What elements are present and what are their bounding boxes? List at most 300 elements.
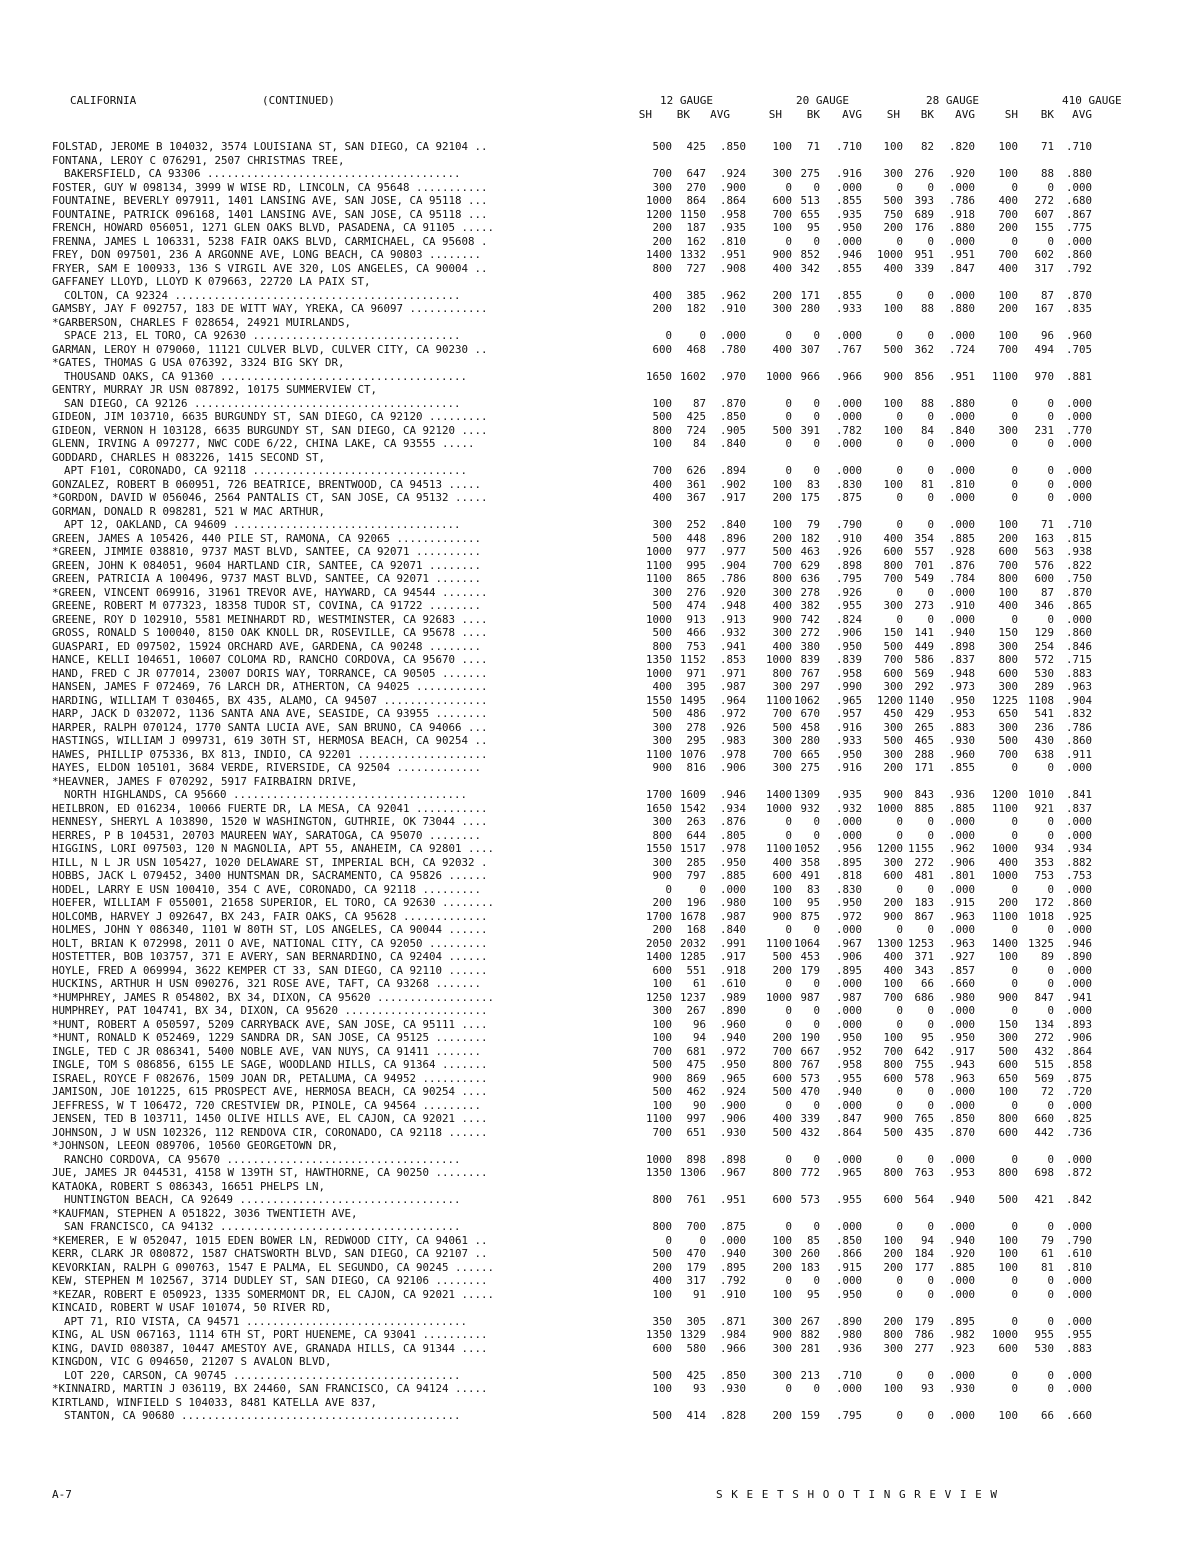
score-cell: 0	[1047, 491, 1054, 504]
table-row	[0, 1193, 1200, 1207]
score-cell: 1000	[991, 1328, 1018, 1341]
score-cell: 100	[998, 585, 1018, 599]
score-cell: .980	[948, 990, 975, 1004]
score-cell: .895	[835, 963, 862, 977]
score-cell: 339	[800, 1112, 820, 1125]
score-cell: .000	[948, 1274, 975, 1287]
score-cell: 300	[772, 1368, 792, 1382]
score-cell: .951	[719, 1193, 746, 1206]
table-row	[0, 1139, 1200, 1153]
score-cell: 530	[1034, 1341, 1054, 1355]
score-cell: .932	[835, 801, 862, 815]
score-cell: 100	[883, 1382, 903, 1395]
shooter-entry: FONTANA, LEROY C 076291, 2507 CHRISTMAS TREE,	[52, 153, 345, 167]
table-row	[0, 626, 1200, 640]
score-cell: .917	[719, 491, 746, 504]
score-cell: 800	[772, 572, 792, 585]
shooter-entry: *KEZAR, ROBERT E 050923, 1335 SOMERMONT DR, EL CAJON, CA 92021 .....	[52, 1287, 495, 1301]
shooter-entry: HOBBS, JACK L 079452, 3400 HUNTSMAN DR, SACRAMENTO, CA 95826 ......	[52, 869, 488, 882]
score-cell: .000	[1065, 396, 1092, 410]
table-row	[0, 262, 1200, 276]
score-cell: 385	[686, 288, 706, 302]
score-cell: .786	[1065, 720, 1092, 734]
score-cell: 602	[1034, 248, 1054, 261]
score-cell: 1200	[645, 207, 672, 221]
score-cell: 0	[1011, 612, 1018, 626]
score-cell: 500	[883, 1125, 903, 1139]
table-row	[0, 883, 1200, 897]
score-cell: .830	[835, 882, 862, 896]
score-cell: .928	[948, 545, 975, 558]
score-cell: .000	[835, 1017, 862, 1031]
score-cell: .950	[835, 221, 862, 234]
score-cell: .940	[719, 1247, 746, 1260]
score-cell: 995	[686, 558, 706, 572]
score-cell: 0	[813, 1098, 820, 1112]
score-cell: 1000	[645, 612, 672, 626]
score-cell: 100	[652, 1017, 672, 1031]
score-cell: .710	[1065, 140, 1092, 153]
score-cell: 285	[686, 855, 706, 869]
score-cell: 90	[692, 1098, 706, 1112]
score-cell: .963	[948, 1071, 975, 1085]
score-cell: .790	[1065, 1233, 1092, 1247]
score-cell: .967	[719, 1166, 746, 1179]
score-cell: 1350	[645, 653, 672, 666]
score-cell: 987	[800, 990, 820, 1004]
score-cell: 636	[800, 572, 820, 585]
score-cell: 1018	[1027, 909, 1054, 923]
score-cell: 0	[896, 1085, 903, 1098]
score-cell: .950	[835, 896, 862, 909]
score-cell: 655	[800, 207, 820, 221]
score-cell: .000	[948, 1098, 975, 1112]
score-cell: 0	[1047, 828, 1054, 842]
score-cell: .883	[1065, 1341, 1092, 1355]
score-cell: 453	[800, 950, 820, 963]
score-cell: 800	[652, 1220, 672, 1233]
shooter-entry: SAN DIEGO, CA 92126 .........................................	[64, 396, 461, 410]
score-cell: 94	[920, 1233, 934, 1247]
score-cell: .966	[835, 369, 862, 383]
score-cell: 182	[686, 302, 706, 315]
score-cell: .948	[719, 599, 746, 612]
score-cell: 400	[883, 531, 903, 545]
score-cell: .935	[835, 207, 862, 221]
score-cell: .000	[1065, 1004, 1092, 1017]
score-cell: .860	[1065, 626, 1092, 639]
score-cell: 474	[686, 599, 706, 612]
score-cell: .950	[835, 747, 862, 761]
score-cell: 0	[813, 1004, 820, 1017]
score-cell: .951	[719, 248, 746, 261]
score-cell: .885	[948, 1260, 975, 1274]
score-cell: 300	[652, 855, 672, 869]
score-cell: 500	[652, 1247, 672, 1260]
score-cell: 100	[772, 882, 792, 896]
score-cell: 1052	[793, 842, 820, 855]
score-cell: 642	[914, 1044, 934, 1058]
shooter-entry: HEILBRON, ED 016234, 10066 FUERTE DR, LA MESA, CA 92041 ...........	[52, 801, 488, 815]
score-cell: 530	[1034, 666, 1054, 680]
shooter-entry: HARPER, RALPH 070124, 1770 SANTA LUCIA AVE, SAN BRUNO, CA 94066 ...	[52, 720, 488, 734]
score-cell: 0	[1047, 1368, 1054, 1382]
score-cell: .782	[835, 423, 862, 437]
score-cell: 300	[998, 423, 1018, 437]
score-cell: 1000	[765, 653, 792, 666]
table-row	[0, 856, 1200, 870]
shooter-entry: GIDEON, VERNON H 103128, 6635 BURGUNDY ST, SAN DIEGO, CA 92120 ....	[52, 423, 488, 437]
shooter-entry: KEVORKIAN, RALPH G 090763, 1547 E PALMA, EL SEGUNDO, CA 90245 ......	[52, 1260, 495, 1274]
score-cell: 600	[998, 1341, 1018, 1355]
score-cell: 0	[896, 1220, 903, 1233]
table-row	[0, 491, 1200, 505]
score-cell: 0	[785, 1152, 792, 1166]
score-cell: .917	[948, 1044, 975, 1058]
score-cell: .898	[835, 558, 862, 572]
score-cell: 750	[883, 207, 903, 221]
score-cell: 0	[896, 882, 903, 896]
score-cell: 481	[914, 869, 934, 882]
score-cell: .000	[948, 180, 975, 194]
score-cell: 0	[813, 977, 820, 990]
shooter-entry: GONZALEZ, ROBERT B 060951, 726 BEATRICE, BRENTWOOD, CA 94513 .....	[52, 477, 482, 491]
score-cell: 1200	[991, 788, 1018, 801]
column-heading: AVG	[955, 108, 975, 121]
shooter-entry: GORMAN, DONALD R 098281, 521 W MAC ARTHUR,	[52, 504, 326, 518]
score-cell: .895	[948, 1314, 975, 1328]
score-cell: 0	[1011, 464, 1018, 477]
score-cell: .950	[948, 693, 975, 707]
score-cell: 638	[1034, 747, 1054, 761]
score-cell: 0	[1047, 1098, 1054, 1112]
score-cell: 66	[920, 977, 934, 990]
score-cell: 500	[883, 734, 903, 747]
score-cell: .815	[1065, 531, 1092, 545]
score-cell: 564	[914, 1193, 934, 1206]
shooter-entry: HARDING, WILLIAM T 030465, BX 435, ALAMO, CA 94507 ................	[52, 693, 488, 707]
score-cell: 0	[896, 437, 903, 450]
table-row	[0, 1166, 1200, 1180]
score-cell: 87	[1040, 585, 1054, 599]
shooter-entry: HASTINGS, WILLIAM J 099731, 619 30TH ST, HERMOSA BEACH, CA 90254 ..	[52, 734, 488, 747]
score-cell: 0	[927, 1220, 934, 1233]
score-cell: 450	[883, 707, 903, 720]
score-cell: 1542	[679, 801, 706, 815]
score-cell: .982	[948, 1328, 975, 1341]
score-cell: .958	[835, 1058, 862, 1071]
column-heading: BK	[806, 108, 820, 121]
score-cell: 997	[686, 1112, 706, 1125]
score-cell: .000	[835, 329, 862, 342]
score-cell: .904	[719, 558, 746, 572]
score-cell: .885	[948, 801, 975, 815]
shooter-entry: HOLT, BRIAN K 072998, 2011 O AVE, NATIONAL CITY, CA 92050 .........	[52, 936, 488, 950]
score-cell: 600	[883, 1193, 903, 1206]
shooter-entry: FOUNTAINE, PATRICK 096168, 1401 LANSING AVE, SAN JOSE, CA 95118 ...	[52, 207, 488, 221]
score-cell: 85	[806, 1233, 820, 1247]
score-cell: 515	[1034, 1058, 1054, 1071]
score-cell: .715	[1065, 653, 1092, 666]
score-cell: .660	[948, 977, 975, 990]
score-cell: 400	[652, 477, 672, 491]
shooter-entry: GUASPARI, ED 097502, 15924 ORCHARD AVE, GARDENA, CA 90248 ........	[52, 639, 482, 653]
score-cell: 921	[1034, 801, 1054, 815]
score-cell: .710	[835, 1368, 862, 1382]
score-cell: 797	[686, 869, 706, 882]
score-cell: 0	[1047, 437, 1054, 450]
score-cell: .973	[948, 680, 975, 693]
score-cell: 0	[1011, 410, 1018, 423]
score-cell: 300	[772, 680, 792, 693]
score-cell: 168	[686, 923, 706, 936]
score-cell: 100	[652, 1287, 672, 1301]
score-cell: 800	[998, 653, 1018, 666]
score-cell: 0	[1011, 761, 1018, 774]
score-cell: 0	[1011, 1152, 1018, 1166]
score-cell: 600	[652, 963, 672, 977]
score-cell: 288	[914, 747, 934, 761]
score-cell: .864	[719, 194, 746, 207]
score-cell: .000	[835, 1004, 862, 1017]
score-cell: 800	[652, 639, 672, 653]
score-cell: .866	[835, 1247, 862, 1260]
score-cell: .920	[948, 167, 975, 180]
score-cell: 0	[927, 1017, 934, 1031]
score-cell: 1225	[991, 693, 1018, 707]
score-cell: 400	[772, 261, 792, 275]
score-cell: .980	[719, 896, 746, 909]
score-cell: .000	[1065, 815, 1092, 828]
score-cell: 650	[998, 707, 1018, 720]
shooter-entry: JUE, JAMES JR 044531, 4158 W 139TH ST, HAWTHORNE, CA 90250 ........	[52, 1166, 488, 1179]
score-cell: 129	[1034, 626, 1054, 639]
score-cell: 275	[800, 167, 820, 180]
continued-label: (CONTINUED)	[262, 94, 335, 107]
score-cell: 0	[785, 1098, 792, 1112]
score-cell: 0	[1011, 1368, 1018, 1382]
score-cell: .000	[1065, 1287, 1092, 1301]
score-cell: 500	[883, 194, 903, 207]
score-cell: 800	[772, 1058, 792, 1071]
score-cell: 1400	[765, 788, 792, 801]
score-cell: 448	[686, 531, 706, 545]
score-cell: 900	[652, 869, 672, 882]
score-cell: 786	[914, 1328, 934, 1341]
score-cell: .000	[948, 1004, 975, 1017]
score-cell: .000	[1065, 1274, 1092, 1287]
score-cell: 0	[785, 329, 792, 342]
score-cell: 600	[998, 1058, 1018, 1071]
score-cell: 0	[1047, 180, 1054, 194]
score-cell: .705	[1065, 342, 1092, 356]
score-cell: .000	[1065, 477, 1092, 491]
score-cell: 580	[686, 1341, 706, 1355]
score-cell: 442	[1034, 1125, 1054, 1139]
score-cell: 100	[998, 329, 1018, 342]
score-cell: .858	[1065, 1058, 1092, 1071]
score-cell: 970	[1034, 369, 1054, 383]
score-cell: .916	[835, 761, 862, 774]
score-cell: 100	[998, 288, 1018, 302]
score-cell: 400	[998, 855, 1018, 869]
score-cell: 0	[927, 828, 934, 842]
score-cell: .904	[1065, 693, 1092, 707]
score-cell: .832	[1065, 707, 1092, 720]
score-cell: .000	[1065, 923, 1092, 936]
score-cell: 1300	[876, 936, 903, 950]
score-cell: .880	[1065, 167, 1092, 180]
score-cell: 66	[1040, 1409, 1054, 1422]
shooter-entry: HAYES, ELDON 105101, 3684 VERDE, RIVERSIDE, CA 92504 .............	[52, 761, 482, 774]
score-cell: 1678	[679, 909, 706, 923]
score-cell: 0	[927, 1085, 934, 1098]
score-cell: 1100	[645, 1112, 672, 1125]
score-cell: 0	[927, 1274, 934, 1287]
score-cell: 305	[686, 1314, 706, 1328]
score-cell: 0	[927, 437, 934, 450]
table-row	[0, 1382, 1200, 1396]
score-cell: 79	[806, 518, 820, 531]
score-cell: 0	[699, 329, 706, 342]
score-cell: 400	[772, 855, 792, 869]
score-cell: .883	[1065, 666, 1092, 680]
score-cell: 1237	[679, 990, 706, 1004]
state-title: CALIFORNIA	[70, 94, 137, 107]
score-cell: .936	[835, 1341, 862, 1355]
shooter-entry: *GREEN, VINCENT 069916, 31961 TREVOR AVE, HAYWARD, CA 94544 .......	[52, 585, 488, 599]
score-cell: 81	[1040, 1260, 1054, 1274]
table-row	[0, 775, 1200, 789]
shooter-entry: *KEMERER, E W 052047, 1015 EDEN BOWER LN, REDWOOD CITY, CA 94061 ..	[52, 1233, 488, 1247]
table-row	[0, 464, 1200, 478]
score-cell: 0	[927, 612, 934, 626]
score-cell: 275	[800, 761, 820, 774]
score-cell: 0	[927, 1152, 934, 1166]
shooter-entry: *JOHNSON, LEEON 089706, 10560 GEORGETOWN DR,	[52, 1139, 339, 1152]
score-cell: 278	[686, 720, 706, 734]
table-row	[0, 1031, 1200, 1045]
score-cell: 0	[813, 815, 820, 828]
score-cell: 951	[914, 248, 934, 261]
score-cell: 88	[920, 302, 934, 315]
table-row	[0, 1247, 1200, 1261]
score-cell: 267	[800, 1314, 820, 1328]
score-cell: 300	[652, 1004, 672, 1017]
score-cell: 150	[883, 626, 903, 639]
score-cell: .850	[948, 1112, 975, 1125]
score-cell: .000	[948, 234, 975, 248]
score-cell: .855	[835, 194, 862, 207]
score-cell: 171	[914, 761, 934, 774]
score-cell: 0	[785, 1382, 792, 1395]
score-cell: 800	[772, 666, 792, 680]
score-cell: 486	[686, 707, 706, 720]
score-cell: .952	[835, 1044, 862, 1058]
score-cell: .951	[948, 248, 975, 261]
table-row	[0, 694, 1200, 708]
score-cell: 200	[998, 531, 1018, 545]
score-cell: 966	[800, 369, 820, 383]
table-row	[0, 748, 1200, 762]
score-cell: .720	[1065, 1085, 1092, 1098]
score-cell: .963	[948, 936, 975, 950]
score-cell: 171	[800, 288, 820, 302]
score-cell: 0	[927, 923, 934, 936]
shooter-entry: APT F101, CORONADO, CA 92118 .................................	[64, 464, 468, 477]
score-cell: 600	[998, 545, 1018, 558]
score-cell: .962	[719, 288, 746, 302]
score-cell: 367	[686, 491, 706, 504]
score-cell: 0	[813, 437, 820, 450]
score-cell: 183	[800, 1260, 820, 1274]
score-cell: 371	[914, 950, 934, 963]
score-cell: 343	[914, 963, 934, 977]
score-cell: .955	[1065, 1328, 1092, 1341]
score-cell: 100	[883, 977, 903, 990]
shooter-entry: APT 12, OAKLAND, CA 94609 ...................................	[64, 518, 461, 531]
score-cell: 300	[772, 585, 792, 599]
score-cell: .966	[719, 1341, 746, 1355]
score-cell: 100	[998, 1409, 1018, 1422]
score-cell: .950	[835, 1031, 862, 1044]
shooter-entry: FOSTER, GUY W 098134, 3999 W WISE RD, LINCOLN, CA 95648 ...........	[52, 180, 488, 194]
score-cell: 1100	[645, 572, 672, 585]
table-row	[0, 302, 1200, 316]
score-cell: .000	[948, 923, 975, 936]
score-cell: 200	[652, 234, 672, 248]
table-row	[0, 586, 1200, 600]
score-cell: 500	[652, 599, 672, 612]
score-cell: 1140	[907, 693, 934, 707]
score-cell: 267	[686, 1004, 706, 1017]
column-heading: BK	[920, 108, 934, 121]
score-cell: 88	[1040, 167, 1054, 180]
score-cell: 300	[772, 1247, 792, 1260]
shooter-entry: KERR, CLARK JR 080872, 1587 CHATSWORTH BLVD, SAN DIEGO, CA 92107 ..	[52, 1247, 488, 1260]
table-row	[0, 1153, 1200, 1167]
score-cell: 200	[772, 1409, 792, 1422]
score-cell: 0	[813, 1274, 820, 1287]
score-cell: .780	[719, 342, 746, 356]
score-cell: .895	[719, 1260, 746, 1274]
score-cell: .934	[719, 801, 746, 815]
table-row	[0, 140, 1200, 154]
shooter-entry: SAN FRANCISCO, CA 94132 .....................................	[64, 1220, 461, 1233]
score-cell: 400	[652, 491, 672, 504]
score-cell: 200	[772, 1260, 792, 1274]
score-cell: 1000	[991, 869, 1018, 882]
score-cell: 1000	[645, 666, 672, 680]
score-cell: 300	[772, 761, 792, 774]
score-cell: 458	[800, 720, 820, 734]
score-cell: .000	[948, 1152, 975, 1166]
score-cell: 339	[914, 261, 934, 275]
score-cell: .795	[835, 1409, 862, 1422]
score-cell: .916	[835, 720, 862, 734]
score-cell: 1100	[991, 801, 1018, 815]
shooter-entry: GREENE, ROBERT M 077323, 18358 TUDOR ST, COVINA, CA 91722 ........	[52, 599, 482, 612]
score-cell: 800	[772, 1166, 792, 1179]
score-cell: 0	[896, 518, 903, 531]
score-cell: .000	[1065, 1314, 1092, 1328]
score-cell: .000	[1065, 1382, 1092, 1395]
score-cell: 0	[927, 410, 934, 423]
score-cell: 600	[883, 1071, 903, 1085]
score-cell: 94	[692, 1031, 706, 1044]
score-cell: 400	[772, 639, 792, 653]
score-cell: 0	[785, 180, 792, 194]
